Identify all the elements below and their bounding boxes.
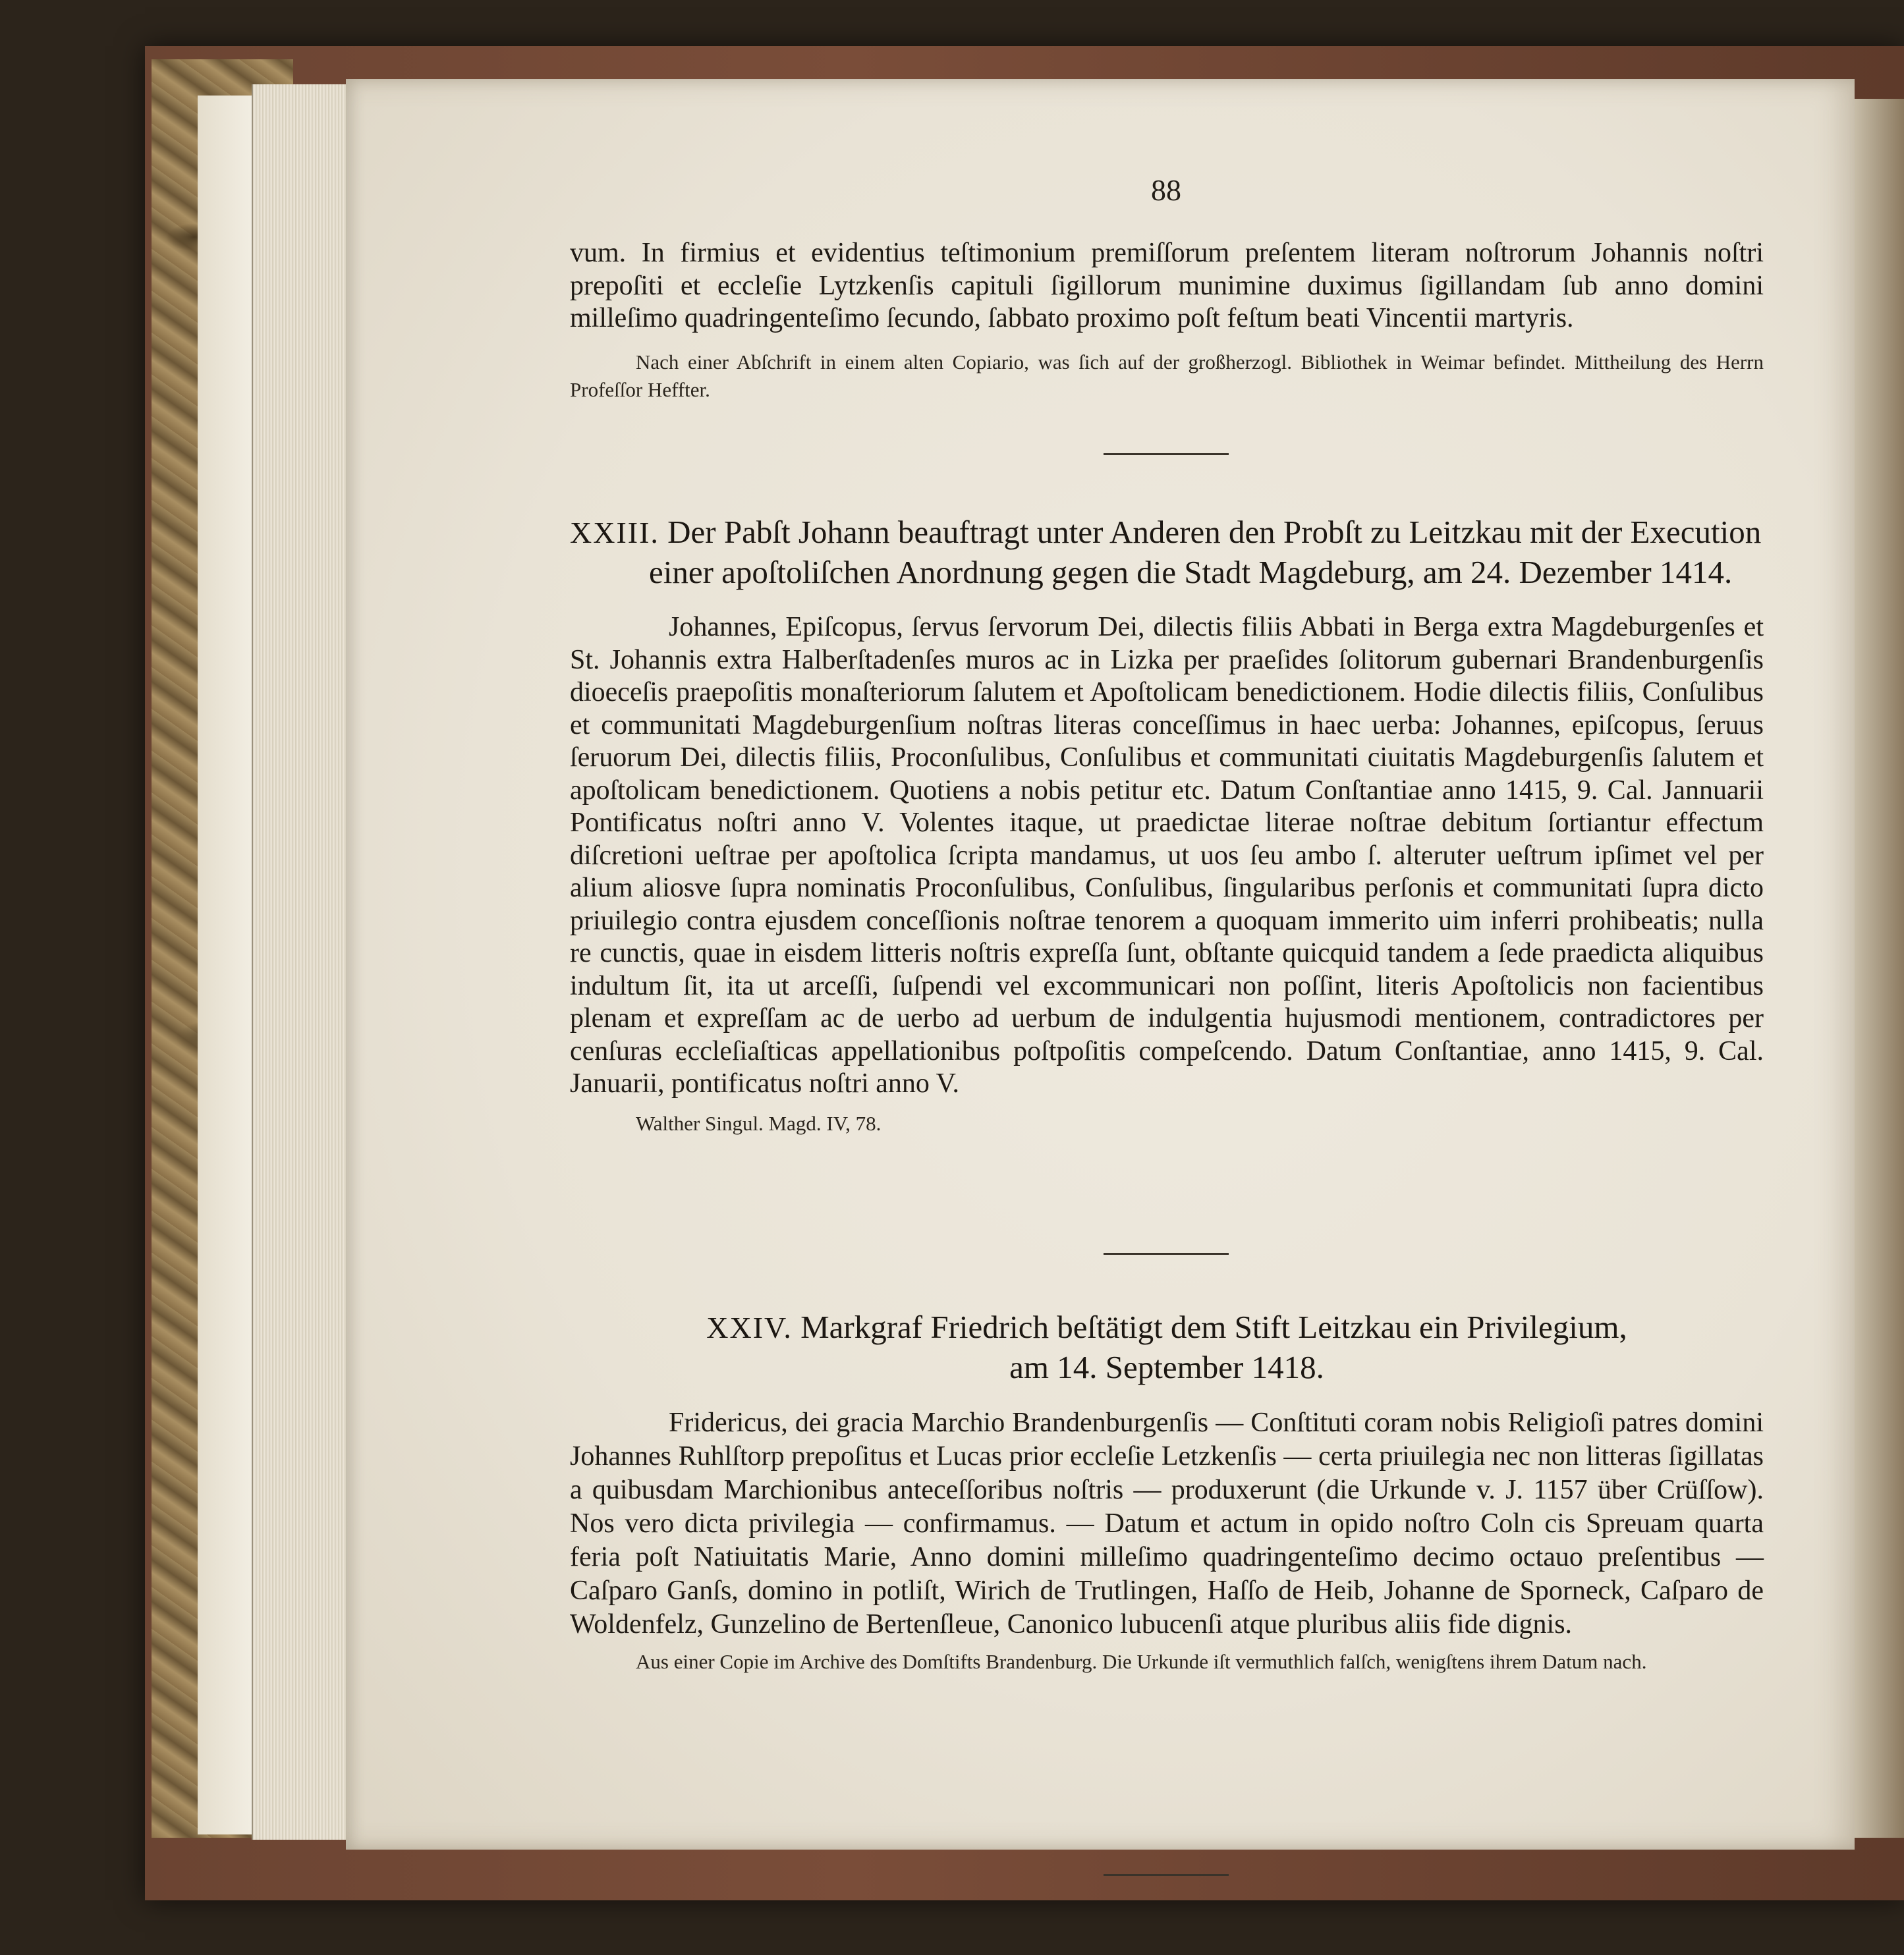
section-divider xyxy=(1104,1253,1229,1255)
flyleaf-edge xyxy=(198,96,254,1834)
section-divider xyxy=(1104,1874,1229,1876)
charter-23-number: XXIII. xyxy=(570,516,659,549)
section-divider xyxy=(1104,453,1229,455)
charter-22-tail xyxy=(570,237,1764,404)
charter-22-text: vum. In firmius et evidentius teſtimonium premiſſorum preſentem literam noſtrorum Johannis noſtri prepoſiti et eccleſie Lytzkenſis capituli ſigillorum munimine duximus ſigillandam ſub anno domini milleſimo quadringenteſimo ſecundo, ſabbato proximo poſt feſtum beati Vincentii martyris. xyxy=(570,238,1764,333)
page-stack-edge xyxy=(252,84,352,1840)
charter-24-heading xyxy=(570,1308,1764,1387)
charter-24-number: XXIV. xyxy=(706,1311,793,1344)
charter-23-title-line2: einer apoſtoliſchen Anordnung gegen die Stadt Magdeburg, am 24. Dezember 1414. xyxy=(649,554,1733,590)
charter-24-source-note: Aus einer Copie im Archive des Domſtifts Brandenburg. Die Urkunde iſt vermuthlich falſch, wenigſtens ihrem Datum nach. xyxy=(636,1650,1647,1673)
page-number: 88 xyxy=(1151,173,1181,207)
charter-24-section xyxy=(570,1406,1764,1676)
charter-24-body: Fridericus, dei gracia Marchio Brandenburgenſis — Conſtituti coram nobis Religioſi patres domini Johannes Ruhlſtorp prepoſitus et Lucas prior eccleſie Letzkenſis — certa priuilegia nec non litteras ſigillatas a quibusdam Marchionibus anteceſſoribus noſtris — produxerunt (die Urkunde v. J. 1157 über Crüſſow). Nos vero dicta privilegia — confirmamus. — Datum et actum in opido noſtro Coln cis Spreuam quarta feria poſt Natiuitatis Marie, Anno domini milleſimo quadringenteſimo decimo octauo preſentibus — Caſparo Ganſs, domino in potliſt, Wirich de Trutlingen, Haſſo de Heib, Johanne de Sporneck, Caſparo de Woldenfelz, Gunzelino de Bertenſleue, Canonico lubucenſi atque pluribus aliis fide dignis. xyxy=(570,1408,1764,1639)
charter-24-title-line2: am 14. September 1418. xyxy=(1009,1349,1324,1385)
charter-22-source-note: Nach einer Abſchrift in einem alten Copiario, was ſich auf der großherzogl. Bibliothek in Weimar befindet. Mittheilung des Herrn Profeſſor Heffter. xyxy=(570,350,1764,401)
page-curl-shadow xyxy=(1855,99,1904,1838)
charter-23-title-line1: Der Pabſt Johann beauftragt unter Anderen den Probſt zu Leitzkau mit der Execution xyxy=(667,514,1762,550)
charter-23-source-note: Walther Singul. Magd. IV, 78. xyxy=(636,1111,882,1135)
charter-24-title-line1: Markgraf Friedrich beſtätigt dem Stift Leitzkau ein Privilegium, xyxy=(800,1309,1627,1345)
charter-23-heading xyxy=(570,512,1764,592)
charter-23-body: Johannes, Epiſcopus, ſervus ſervorum Dei, dilectis filiis Abbati in Berga extra Magdeburgenſes et St. Johannis extra Halberſtadenſes muros ac in Lizka per praeſides ſolitorum gubernari Brandenburgenſis dioeceſis praepoſitis monaſteriorum ſalutem et Apoſtolicam benedictionem. Hodie dilectis filiis, Conſulibus et communitati Magdeburgenſium noſtras literas conceſſimus in haec uerba: Johannes, epiſcopus, ſeruus ſeruorum Dei, dilectis filiis, Proconſulibus, Conſulibus et communitati ciuitatis Magdeburgenſis ſalutem et apoſtolicam benedictionem. Quotiens a nobis petitur etc. Datum Conſtantiae anno 1415, 9. Cal. Jannuarii Pontificatus noſtri anno V. Volentes itaque, ut praedictae literae noſtrae debitum ſortiantur effectum diſcretioni ueſtrae per apoſtolica ſcripta mandamus, ut uos ſeu ambo ſ. alteruter ueſtrum ipſimet vel per alium aliosve ſupra nominatis Proconſulibus, Conſulibus, ſingularibus perſonis et communitati ſupra dicto priuilegio contra ejusdem conceſſionis noſtrae tenorem a quoquam immerito uim inferri prohibeatis; nulla re cunctis, quae in eisdem litteris noſtris expreſſa ſunt, obſtante quicquid tandem a ſede praedicta aliquibus indultum ſit, ita ut arceſſi, ſuſpendi vel excommunicari non poſſint, literis Apoſtolicis non facientibus plenam et expreſſam ac de uerbo ad uerbum de indulgentia hujusmodi mentionem, contradictores per cenſuras eccleſiaſticas appellationibus poſtpoſitis compeſcendo. Datum Conſtantiae, anno 1415, 9. Cal. Januarii, pontificatus noſtri anno V. xyxy=(570,612,1764,1099)
charter-23-section xyxy=(570,611,1764,1138)
